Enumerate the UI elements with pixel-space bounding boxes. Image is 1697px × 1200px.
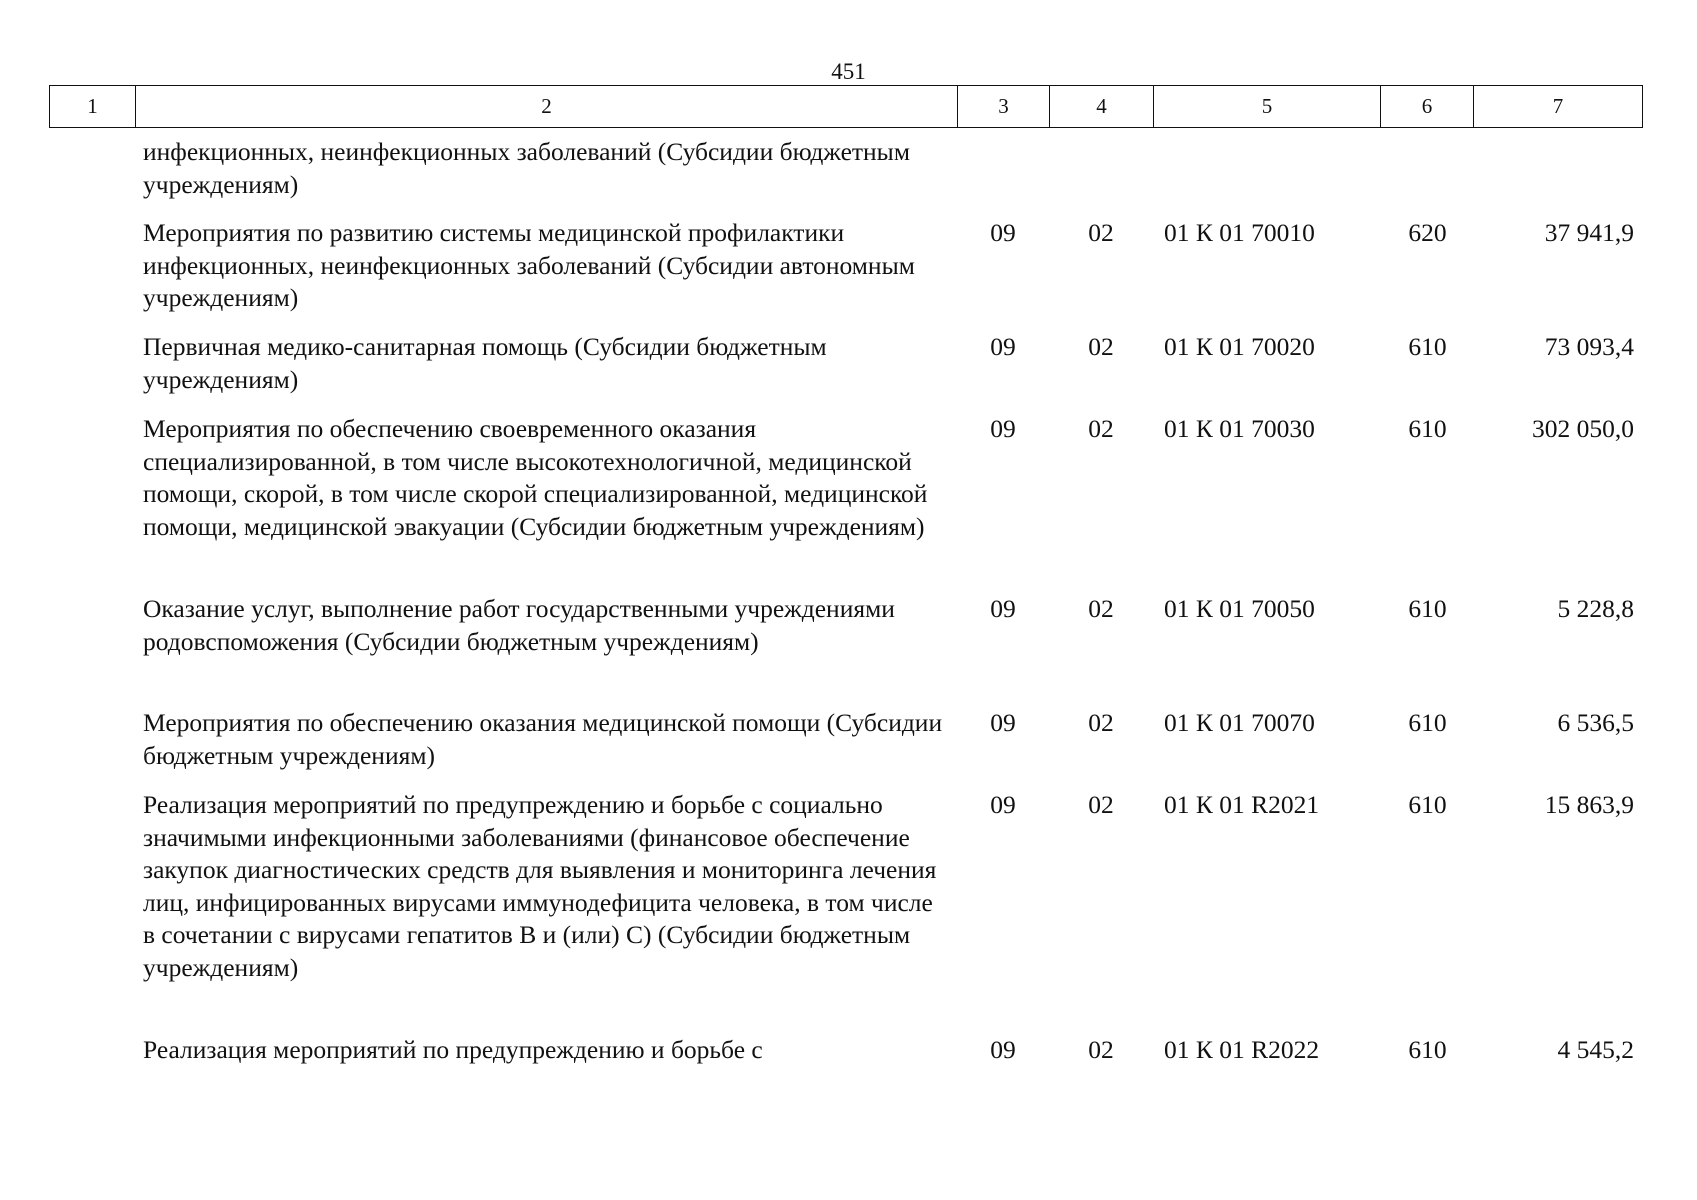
row-target-code: 01 К 01 R2021 bbox=[1164, 790, 1320, 819]
table-row bbox=[0, 707, 1697, 789]
row-amount: 5 228,8 bbox=[1557, 594, 1634, 623]
table-row bbox=[0, 413, 1697, 593]
table-row bbox=[0, 217, 1697, 331]
table-row bbox=[0, 1034, 1697, 1074]
row-name: Оказание услуг, выполнение работ государственными учреждениями родовспоможения (Субсидии бюджетным учреждениям) bbox=[143, 594, 895, 656]
row-subsection: 02 bbox=[1088, 708, 1114, 737]
row-kind-code: 610 bbox=[1408, 790, 1447, 819]
column-header-5: 5 bbox=[1154, 86, 1381, 128]
column-header-3: 3 bbox=[958, 86, 1050, 128]
column-header-1: 1 bbox=[50, 86, 136, 128]
row-kind-code: 620 bbox=[1408, 218, 1447, 247]
row-amount: 302 050,0 bbox=[1532, 414, 1634, 443]
budget-table-body bbox=[0, 136, 1697, 1074]
table-row bbox=[0, 331, 1697, 413]
row-kind-code: 610 bbox=[1408, 708, 1447, 737]
row-subsection: 02 bbox=[1088, 414, 1114, 443]
row-target-code: 01 К 01 70020 bbox=[1164, 332, 1315, 361]
table-row bbox=[0, 593, 1697, 707]
row-section: 09 bbox=[990, 1035, 1016, 1064]
row-subsection: 02 bbox=[1088, 790, 1114, 819]
page-number: 451 bbox=[831, 59, 866, 84]
row-name: Первичная медико-санитарная помощь (Субсидии бюджетным учреждениям) bbox=[143, 332, 827, 394]
row-section: 09 bbox=[990, 708, 1016, 737]
column-header-2: 2 bbox=[136, 86, 958, 128]
column-header-4: 4 bbox=[1050, 86, 1154, 128]
row-amount: 73 093,4 bbox=[1544, 332, 1634, 361]
column-header-table bbox=[49, 85, 1643, 128]
column-header-6: 6 bbox=[1381, 86, 1474, 128]
row-subsection: 02 bbox=[1088, 594, 1114, 623]
row-amount: 6 536,5 bbox=[1557, 708, 1634, 737]
row-amount: 15 863,9 bbox=[1544, 790, 1634, 819]
row-section: 09 bbox=[990, 414, 1016, 443]
column-header-7: 7 bbox=[1474, 86, 1643, 128]
row-kind-code: 610 bbox=[1408, 332, 1447, 361]
row-kind-code: 610 bbox=[1408, 414, 1447, 443]
column-header-row bbox=[50, 86, 1643, 128]
row-target-code: 01 К 01 R2022 bbox=[1164, 1035, 1320, 1064]
table-row bbox=[0, 136, 1697, 217]
row-amount: 4 545,2 bbox=[1557, 1035, 1634, 1064]
table-row bbox=[0, 789, 1697, 1034]
row-section: 09 bbox=[990, 594, 1016, 623]
row-target-code: 01 К 01 70010 bbox=[1164, 218, 1315, 247]
row-target-code: 01 К 01 70030 bbox=[1164, 414, 1315, 443]
row-subsection: 02 bbox=[1088, 1035, 1114, 1064]
row-name: Реализация мероприятий по предупреждению и борьбе с bbox=[143, 1035, 763, 1064]
row-subsection: 02 bbox=[1088, 332, 1114, 361]
row-section: 09 bbox=[990, 790, 1016, 819]
row-target-code: 01 К 01 70050 bbox=[1164, 594, 1315, 623]
row-section: 09 bbox=[990, 218, 1016, 247]
row-amount: 37 941,9 bbox=[1544, 218, 1634, 247]
row-name: инфекционных, неинфекционных заболеваний (Субсидии бюджетным учреждениям) bbox=[143, 137, 910, 199]
row-kind-code: 610 bbox=[1408, 594, 1447, 623]
row-section: 09 bbox=[990, 332, 1016, 361]
row-subsection: 02 bbox=[1088, 218, 1114, 247]
row-name: Мероприятия по развитию системы медицинской профилактики инфекционных, неинфекционных заболеваний (Субсидии автономным учреждениям) bbox=[143, 218, 915, 313]
row-kind-code: 610 bbox=[1408, 1035, 1447, 1064]
row-target-code: 01 К 01 70070 bbox=[1164, 708, 1315, 737]
row-name: Мероприятия по обеспечению своевременного оказания специализированной, в том числе высокотехнологичной, медицинской помощи, скорой, в том числе скорой специализированной, медицинской помощи, медицинской эвакуации (Субсидии бюджетным учреждениям) bbox=[143, 414, 928, 541]
row-name: Мероприятия по обеспечению оказания медицинской помощи (Субсидии бюджетным учреждениям) bbox=[143, 708, 943, 770]
row-name: Реализация мероприятий по предупреждению и борьбе с социально значимыми инфекционными заболеваниями (финансовое обеспечение закупок диагностических средств для выявления и мониторинга лечения лиц, инфицированных вирусами иммунодефицита человека, в том числе в сочетании с вирусами гепатитов В и (или) С) (Субсидии бюджетным учреждениям) bbox=[143, 790, 937, 982]
